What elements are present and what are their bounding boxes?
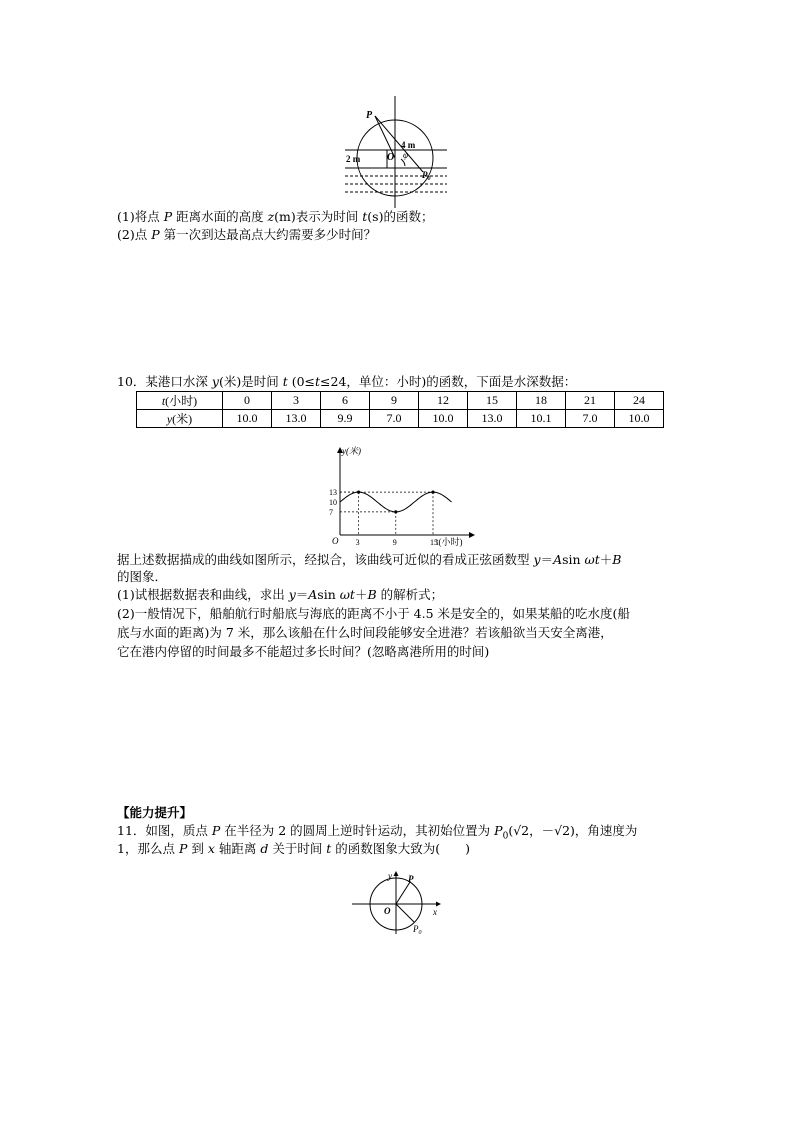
chart-x-tick-label: 3 [355,538,360,547]
section-title: 【能力提升】 [117,805,193,820]
chart-y-tick-label: 13 [329,488,337,498]
chart-origin-label: O [332,536,339,546]
chart-x-label: t(小时) [436,537,463,547]
label-origin: O [387,152,395,163]
table-cell: 21 [566,392,615,410]
chart-point [431,491,434,494]
label-height: 2 m [346,154,361,164]
table-cell: 12 [419,392,468,410]
q9-part2: (2)点 P 第一次到达最高点大约需要多少时间？ [117,227,377,242]
q10-desc-line1: 据上述数据描成的曲线如图所示，经拟合，该曲线可近似的看成正弦函数型 y＝Asin ωt＋B [117,552,622,567]
label-p: P [366,110,373,121]
water-wheel-figure [335,92,455,210]
q11-label-p0: $P_0$ [413,924,422,936]
table-cell: 7.0 [370,410,419,428]
q11-circle-figure [350,870,446,936]
chart-x-tick-label: 9 [392,538,397,547]
table-cell: 15 [468,392,517,410]
label-p0: $P_0$ [422,170,431,182]
angle-arc [401,159,405,166]
table-cell: 10.0 [223,410,272,428]
chart-y-tick-label: 7 [329,507,333,517]
q11-label-o: O [384,906,391,916]
table-cell: 0 [223,392,272,410]
table-cell: 3 [272,392,321,410]
table-cell: 10.0 [419,410,468,428]
chart-y-tick-label: 10 [329,498,337,507]
chart-point [394,510,397,513]
table-row-depth [137,410,664,428]
q11-line1: 11．如图，质点 P 在半径为 2 的圆周上逆时针运动，其初始位置为 $P_0(√2$，－√2)，角速度为 [117,823,638,842]
label-angle: φ [403,150,408,160]
table-cell: 18 [517,392,566,410]
q10-part1: (1)试根据数据表和曲线，求出 y＝Asin ωt＋B 的解析式； [117,587,444,602]
table-cell: 10.1 [517,410,566,428]
table-cell: 6 [321,392,370,410]
table-header-depth: y(米) [137,410,223,428]
q11-label-y: y [388,871,392,881]
q9-part1: (1)将点 P 距离水面的高度 z(m)表示为时间 t(s)的函数； [117,209,434,224]
tide-data-table [136,391,664,428]
q11-line2: 1，那么点 P 到 x 轴距离 d 关于时间 t 的函数图象大致为( ) [117,841,471,856]
q10-part2-line3: 它在港内停留的时间最多不能超过多长时间？(忽略离港所用的时间) [117,644,490,659]
table-cell: 9.9 [321,410,370,428]
label-radius: 4 m [401,140,416,150]
q11-radius-p0 [396,904,414,922]
table-cell: 24 [615,392,664,410]
q11-label-p: P [408,874,414,884]
table-header-time: t(小时) [137,392,223,410]
table-cell: 10.0 [615,410,664,428]
q10-part2-line2: 底与水面的距离)为 7 米，那么该船在什么时间段能够安全进港？若该船欲当天安全离港， [117,625,613,640]
q10-intro: 10．某港口水深 y(米)是时间 t (0≤t≤24，单位：小时)的函数，下面是水深数据： [117,374,577,389]
table-row-time [137,392,664,410]
table-cell: 13.0 [468,410,517,428]
table-cell: 9 [370,392,419,410]
chart-x-tick-label: 15 [430,538,438,547]
tide-chart [316,444,478,550]
table-cell: 7.0 [566,410,615,428]
q10-desc-line2: 的图象． [117,569,168,584]
q10-part2-line1: (2)一般情况下，船舶航行时船底与海底的距离不小于 4.5 米是安全的，如果某船的吃水度(船 [117,606,630,621]
chart-y-label: y(米) [342,446,361,456]
radius-to-p0 [375,116,423,172]
q11-radius-p [396,882,410,904]
q11-label-x: x [433,907,437,917]
table-cell: 13.0 [272,410,321,428]
chart-series-line [340,492,452,512]
